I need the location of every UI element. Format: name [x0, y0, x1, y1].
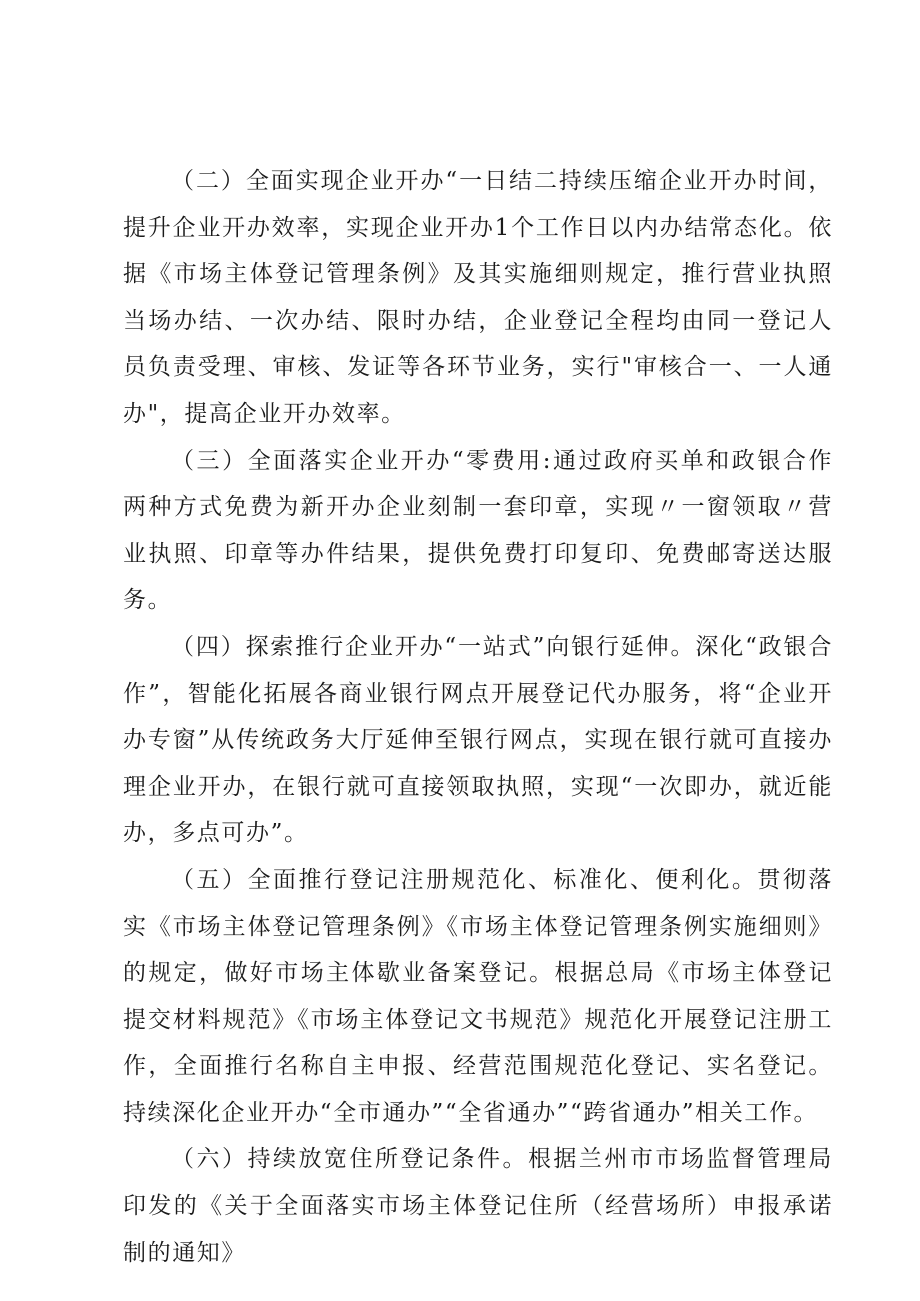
paragraph-2-enterprise-one-day: （二）全面实现企业开办“一日结二持续压缩企业开办时间，提升企业开办效率，实现企业开办1个工作日以内办结常态化。依据《市场主体登记管理条例》及其实施细则规定，推行营业执照当场办结、一次办结、限时办结，企业登记全程均由同一登记人员负责受理、审核、发证等各环节业务，实行"审核合一、一人通办"，提高企业开办效率。: [123, 168, 833, 427]
paragraph-3-zero-fee: （三）全面落实企业开办“零费用:通过政府买单和政银合作两种方式免费为新开办企业刻制一套印章，实现〃一窗领取〃营业执照、印章等办件结果，提供免费打印复印、免费邮寄送达服务。: [123, 447, 833, 614]
paragraph-5-registration-standardization: （五）全面推行登记注册规范化、标准化、便利化。贯彻落实《市场主体登记管理条例》《市场主体登记管理条例实施细则》的规定，做好市场主体歇业备案登记。根据总局《市场主体登记提交材料规范》《市场主体登记文书规范》规范化开展登记注册工作，全面推行名称自主申报、经营范围规范化登记、实名登记。持续深化企业开办“全市通办”“全省通办”“跨省通办”相关工作。: [123, 866, 833, 1126]
paragraph-4-one-stop-bank: （四）探索推行企业开办“一站式”向银行延伸。深化“政银合作”，智能化拓展各商业银行网点开展登记代办服务，将“企业开办专窗”从传统政务大厅延伸至银行网点，实现在银行就可直接办理企业开办，在银行就可直接领取执照，实现“一次即办，就近能办，多点可办”。: [123, 633, 833, 847]
paragraph-6-residence-registration: （六）持续放宽住所登记条件。根据兰州市市场监督管理局印发的《关于全面落实市场主体登记住所（经营场所）申报承诺制的通知》: [123, 1146, 833, 1266]
document-body: [123, 158, 833, 1276]
